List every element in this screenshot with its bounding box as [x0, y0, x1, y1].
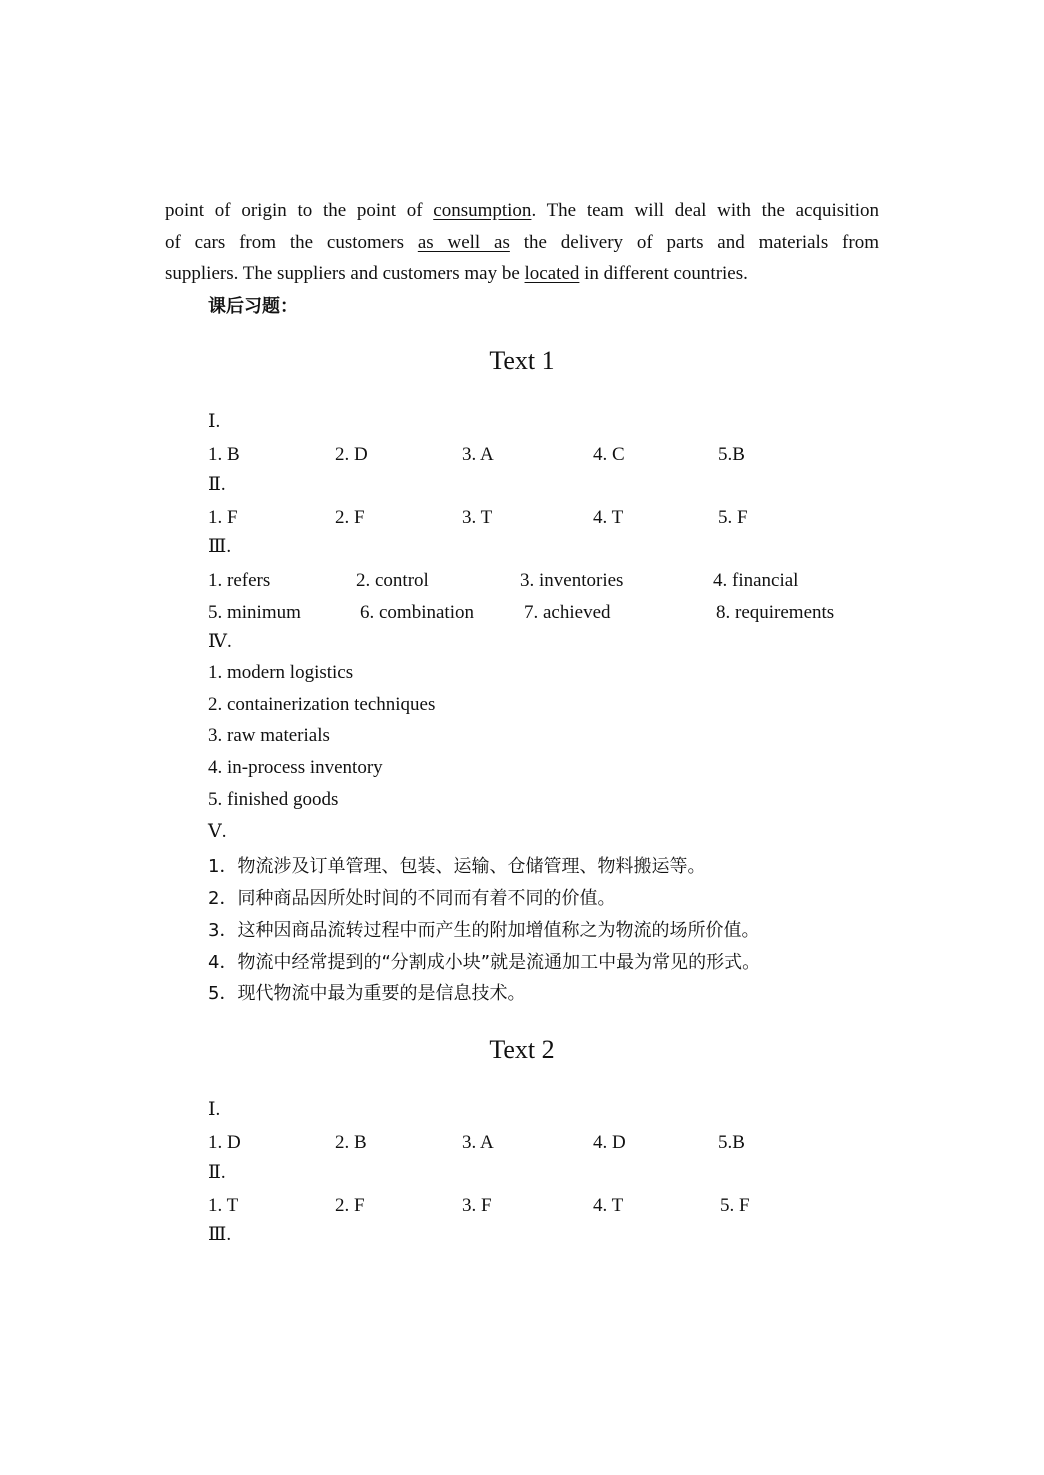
answer: 1. refers — [208, 570, 271, 591]
list-item: 1. modern logistics — [208, 662, 354, 683]
intro-text: the delivery of parts and materials from — [509, 231, 879, 253]
answer: 4. C — [593, 444, 625, 465]
answer: 4. T — [593, 1195, 624, 1216]
answer: 5. minimum — [208, 602, 301, 623]
list-item: 5．现代物流中最为重要的是信息技术。 — [208, 983, 526, 1004]
intro-paragraph — [165, 195, 879, 290]
list-item: 1．物流涉及订单管理、包装、运输、仓储管理、物料搬运等。 — [208, 856, 706, 877]
answer: 1. B — [208, 444, 240, 465]
intro-text: suppliers. The suppliers and customers may be — [165, 263, 525, 285]
answer: 4. financial — [713, 570, 799, 591]
text2-section-1-label: Ⅰ. — [208, 1099, 221, 1120]
answer: 2. F — [335, 1195, 365, 1216]
answer: 4. D — [593, 1132, 626, 1153]
answer: 6. combination — [360, 602, 474, 623]
list-item: 4．物流中经常提到的“分割成小块”就是流通加工中最为常见的形式。 — [208, 952, 761, 973]
underlined-term: consumption — [433, 200, 532, 221]
text1-section-1-label: Ⅰ. — [208, 411, 221, 432]
text2-section-3-label: Ⅲ. — [208, 1224, 232, 1245]
exercises-label: 课后习题： — [208, 296, 298, 317]
text1-section-4-label: Ⅳ. — [208, 631, 232, 652]
list-item: 5. finished goods — [208, 789, 339, 810]
answer: 2. control — [356, 570, 429, 591]
intro-line-3 — [165, 258, 879, 290]
answer: 7. achieved — [524, 602, 611, 623]
text1-section-3-row-2 — [0, 598, 1044, 628]
answer: 1. F — [208, 507, 238, 528]
text1-section-2-label: Ⅱ. — [208, 474, 226, 495]
answer: 5.B — [718, 1132, 745, 1153]
text1-section-3-row-1 — [0, 566, 1044, 596]
answer: 1. T — [208, 1195, 239, 1216]
answer: 1. D — [208, 1132, 241, 1153]
text2-section-1-answers — [0, 1128, 1044, 1158]
list-item: 3．这种因商品流转过程中而产生的附加增值称之为物流的场所价值。 — [208, 920, 760, 941]
answer: 2. D — [335, 444, 368, 465]
answer: 2. F — [335, 507, 365, 528]
answer: 3. T — [462, 507, 493, 528]
underlined-term: located — [524, 263, 580, 285]
answer: 3. F — [462, 1195, 492, 1216]
answer: 5. F — [718, 507, 748, 528]
text1-section-3-label: Ⅲ. — [208, 536, 232, 557]
text1-section-2-answers — [0, 503, 1044, 533]
intro-line-1 — [165, 195, 879, 227]
list-item: 4. in-process inventory — [208, 757, 383, 778]
answer: 5. F — [720, 1195, 750, 1216]
underlined-term: as well as — [417, 231, 510, 253]
answer: 5.B — [718, 444, 745, 465]
intro-line-2 — [165, 227, 879, 259]
list-item: 3. raw materials — [208, 725, 330, 746]
intro-text: of cars from the customers — [165, 231, 418, 253]
intro-text: point of origin to the point of — [165, 200, 434, 221]
text2-section-2-label: Ⅱ. — [208, 1162, 226, 1183]
answer: 3. A — [462, 444, 494, 465]
answer: 3. inventories — [520, 570, 624, 591]
answer: 3. A — [462, 1132, 494, 1153]
text1-section-1-answers — [0, 440, 1044, 470]
list-item: 2．同种商品因所处时间的不同而有着不同的价值。 — [208, 888, 616, 909]
text1-section-5-label: Ⅴ. — [208, 821, 227, 842]
intro-text: in different countries. — [579, 263, 748, 285]
answer: 4. T — [593, 507, 624, 528]
list-item: 2. containerization techniques — [208, 694, 436, 715]
answer: 8. requirements — [716, 602, 835, 623]
text1-title: Text 1 — [489, 346, 555, 375]
text2-section-2-answers — [0, 1191, 1044, 1221]
text2-title: Text 2 — [489, 1035, 555, 1064]
intro-text: . The team will deal with the acquisition — [531, 200, 879, 221]
answer: 2. B — [335, 1132, 367, 1153]
